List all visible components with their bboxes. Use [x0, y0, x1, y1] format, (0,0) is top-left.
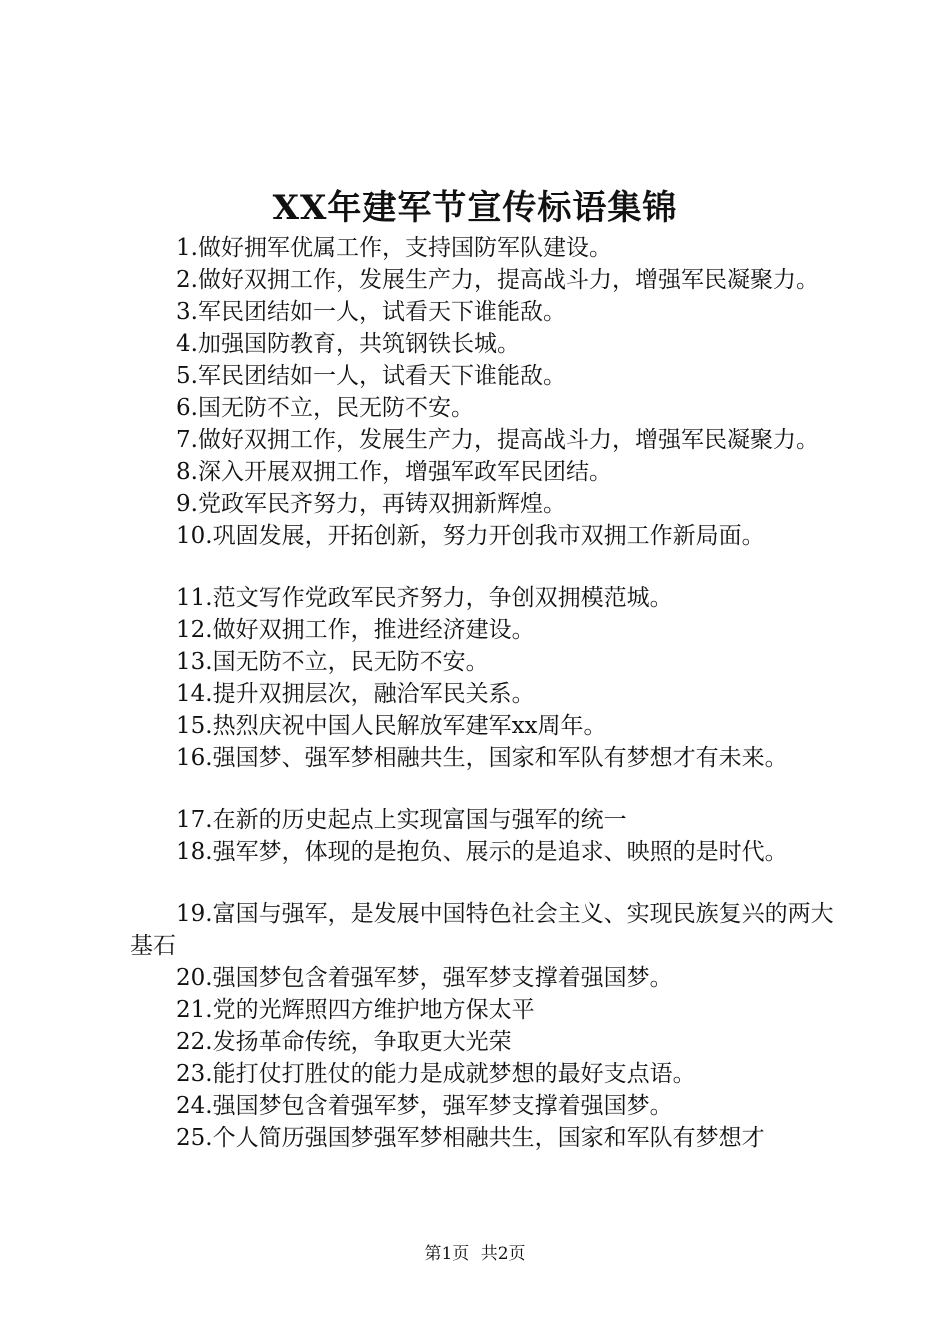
list-item: 15.热烈庆祝中国人民解放军建军xx周年。 [176, 713, 607, 739]
page-number: 第1页 [424, 1244, 470, 1264]
document-title: XX年建军节宣传标语集锦 [272, 188, 678, 228]
page-footer [0, 1242, 950, 1266]
list-item: 4.加强国防教育，共筑钢铁长城。 [176, 331, 520, 357]
list-item: 18.强军梦，体现的是抱负、展示的是追求、映照的是时代。 [176, 839, 788, 865]
paragraph-gap [130, 774, 842, 804]
list-item: 16.强国梦、强军梦相融共生，国家和军队有梦想才有未来。 [176, 745, 788, 771]
list-item: 24.强国梦包含着强军梦，强军梦支撑着强国梦。 [176, 1093, 673, 1119]
list-item: 11.范文写作党政军民齐努力，争创双拥模范城。 [176, 585, 673, 611]
list-item: 21.党的光辉照四方维护地方保太平 [176, 997, 535, 1023]
list-item: 7.做好双拥工作，发展生产力，提高战斗力，增强军民凝聚力。 [176, 427, 819, 453]
list-item: 22.发扬革命传统，争取更大光荣 [176, 1029, 512, 1055]
list-item: 23.能打仗打胜仗的能力是成就梦想的最好支点语。 [176, 1061, 696, 1087]
page-total: 共2页 [480, 1244, 526, 1264]
list-item: 13.国无防不立，民无防不安。 [176, 649, 489, 675]
list-item: 9.党政军民齐努力，再铸双拥新辉煌。 [176, 491, 566, 517]
slogan-list [130, 232, 842, 1154]
paragraph-gap [130, 868, 842, 898]
paragraph-gap [130, 552, 842, 582]
list-item: 12.做好双拥工作，推进经济建设。 [176, 617, 535, 643]
list-item: 20.强国梦包含着强军梦，强军梦支撑着强国梦。 [176, 965, 673, 991]
list-item: 2.做好双拥工作，发展生产力，提高战斗力，增强军民凝聚力。 [176, 267, 819, 293]
list-item: 5.军民团结如一人，试看天下谁能敌。 [176, 363, 566, 389]
list-item: 6.国无防不立，民无防不安。 [176, 395, 474, 421]
list-item: 8.深入开展双拥工作，增强军政军民团结。 [176, 459, 612, 485]
list-item: 19.富国与强军，是发展中国特色社会主义、实现民族复兴的两大基石 [130, 901, 834, 959]
list-item: 3.军民团结如一人，试看天下谁能敌。 [176, 299, 566, 325]
list-item: 10.巩固发展，开拓创新，努力开创我市双拥工作新局面。 [176, 523, 765, 549]
list-item: 14.提升双拥层次，融洽军民关系。 [176, 681, 535, 707]
list-item: 25.个人简历强国梦强军梦相融共生，国家和军队有梦想才 [176, 1125, 765, 1151]
list-item: 17.在新的历史起点上实现富国与强军的统一 [176, 807, 627, 833]
list-item: 1.做好拥军优属工作，支持国防军队建设。 [176, 235, 612, 261]
